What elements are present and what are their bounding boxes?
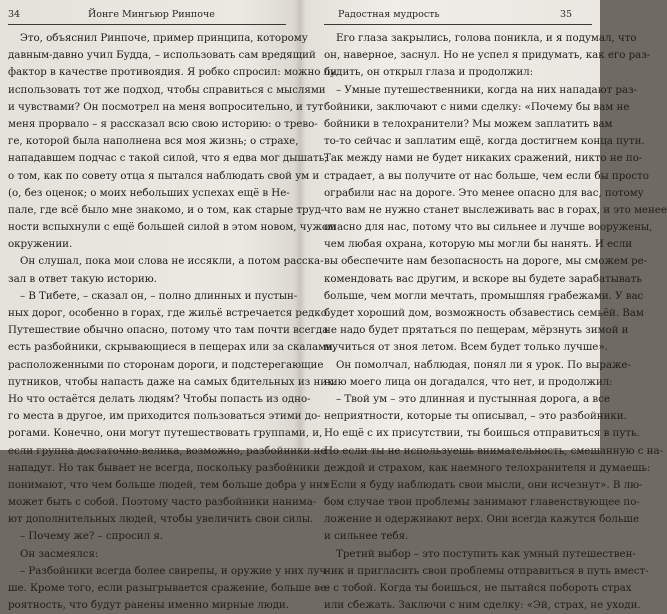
text-line: Но ещё с их присутствии, ты боишься отправиться в путь.: [324, 427, 640, 440]
text-line: страдает, а вы получите от нас больше, чем если бы просто: [324, 169, 649, 182]
text-line: «Если я буду наблюдать свои мысли, они исчезнут». В лю-: [324, 478, 643, 491]
text-line: ник и пригласить свои проблемы отправиться в путь вмест-: [324, 564, 649, 577]
text-line: мучиться от зноя летом. Всем будет только лучше».: [324, 341, 608, 354]
text-line: ложение и одерживают верх. Они всегда кажутся больше: [324, 513, 639, 526]
text-line: ности вспыхнули с ещё большей силой в этом новом, чужом: [8, 221, 337, 234]
header-rule-right: [324, 24, 592, 25]
text-line: – Почему же? – спросил я.: [20, 530, 164, 543]
text-line: комендовать вас другим, и вскоре вы будете зарабатывать: [324, 272, 642, 285]
text-line: не надо будет прятаться по пещерам, мёрзнуть зимой и: [324, 324, 629, 337]
text-line: Он слушал, пока мои слова не иссякли, а потом расска-: [20, 255, 324, 268]
text-line: фактор в качестве противоядия. Я робко спросил: можно ли: [8, 66, 337, 79]
text-line: вы обеспечите нам безопасность на дороге, мы сможем ре-: [324, 255, 648, 268]
page-number-right: 35: [560, 9, 573, 20]
text-line: бом случае твои проблемы занимают главенствующее по-: [324, 496, 640, 509]
running-title-right: Радостная мудрость: [338, 9, 440, 20]
text-line: больше, чем могли мечтать, промышляя грабежами. У вас: [324, 289, 644, 302]
text-line: нападавшем подчас с такой силой, что я едва мог дышать;: [8, 152, 328, 165]
text-line: может быть с собой. Поэтому часто разбойники нанима-: [8, 496, 317, 509]
text-line: ограбили нас на дороге. Это менее опасно для вас, потому: [324, 186, 644, 199]
text-line: (о, без оценок; о моих небольших успехах ещё в Не-: [8, 186, 290, 199]
text-line: и чувствами? Он посмотрел на меня вопросительно, и тут: [8, 100, 324, 113]
text-line: Но если ты не используешь внимательность, смешанную с на-: [324, 444, 664, 457]
right-page: [302, 0, 667, 612]
text-line: пале, где всё было мне знакомо, и о том, как старые труд-: [8, 203, 325, 216]
text-line: путников, чтобы напасть даже на самых бдительных из них.: [8, 375, 337, 388]
text-line: неприятности, которые ты описывал, – это разбойники.: [324, 410, 627, 423]
text-line: рогами. Конечно, они могут путешествовать группами, и,: [8, 427, 323, 440]
text-line: использовать тот же подход, чтобы справиться с мыслями: [8, 83, 326, 96]
text-line: то-то сейчас и заплатим ещё, когда достигнем конца пути.: [324, 135, 645, 148]
text-line: го места в другое, им приходится пользоваться этими до-: [8, 410, 321, 423]
text-line: ге, которой была наполнена вся моя жизнь; о страхе,: [8, 135, 299, 148]
text-line: чем любая охрана, которую мы могли бы нанять. И если: [324, 238, 633, 251]
text-line: если группа достаточно велика, возможно, разбойники не: [8, 444, 327, 457]
text-line: меня прорвало – я рассказал всю свою историю: о трево-: [8, 117, 318, 130]
text-line: расположенными по сторонам дороги, и подстерегающие: [8, 358, 324, 371]
text-line: Он засмеялся:: [20, 547, 99, 560]
text-line: давным-давно учил Будда, – использовать сам вредящий: [8, 49, 316, 62]
right-page-text: [324, 30, 667, 614]
text-line: Так между нами не будет никаких сражений, никто не по-: [324, 152, 643, 165]
text-line: нию моего лица он догадался, что нет, и продолжил:: [324, 375, 613, 388]
text-line: и сильнее тебя.: [324, 530, 409, 543]
left-page-text: [8, 30, 337, 614]
text-line: зал в ответ такую историю.: [8, 272, 157, 285]
text-line: – В Тибете, – сказал он, – полно длинных и пустын-: [20, 289, 298, 302]
text-line: Он помолчал, наблюдая, понял ли я урок. По выраже-: [336, 358, 631, 371]
text-line: окружении.: [8, 238, 73, 251]
text-line: е с тобой. Когда ты боишься, не пытайся побороть страх: [324, 582, 632, 594]
text-line: ных дорог, особенно в горах, где жильё встречается редко.: [8, 307, 331, 319]
text-line: – Твой ум – это длинная и пустынная дорога, а все: [336, 392, 610, 405]
text-line: бойники в телохранители? Мы можем заплатить вам: [324, 117, 613, 130]
text-line: ют дополнительных людей, чтобы увеличить свои силы.: [8, 513, 314, 526]
text-line: ше. Кроме того, если разыгрывается сражение, больше ве-: [8, 582, 330, 594]
text-line: роятность, что будут ранены именно мирные люди.: [8, 599, 289, 612]
text-line: будить, он открыл глаза и продолжил:: [324, 66, 534, 79]
text-line: понимают, что чем больше людей, тем больше добра у них: [8, 478, 329, 491]
text-line: Но что остаётся делать людям? Чтобы попасть из одно-: [8, 392, 311, 405]
text-line: есть разбойники, скрывающиеся в пещерах или за скалами,: [8, 341, 337, 354]
text-line: бойники, заключают с ними сделку: «Почему бы вам не: [324, 100, 630, 113]
text-line: Третий выбор – это поступить как умный путешествен-: [336, 547, 636, 560]
running-title-left: Йонге Мингьюр Ринпоче: [88, 9, 215, 20]
text-line: – Умные путешественники, когда на них нападают раз-: [336, 83, 638, 96]
text-line: или сбежать. Заключи с ним сделку: «Эй, страх, не уходи.: [324, 599, 641, 612]
text-line: Это, объяснил Ринпоче, пример принципа, которому: [20, 32, 308, 44]
text-line: опасно для нас, потому что вы сильнее и лучше вооружены,: [324, 221, 653, 234]
header-rule-left: [8, 24, 286, 25]
text-line: Его глаза закрылись, голова поникла, и я подумал, что: [336, 32, 637, 44]
text-line: о том, как по совету отца я пытался наблюдать свой ум и: [8, 169, 320, 182]
text-line: что вам не нужно станет выслеживать вас в горах, и это менее: [324, 203, 667, 216]
text-line: будет хороший дом, возможность обзавестись семьёй. Вам: [324, 307, 644, 319]
text-line: нападут. Но так бывает не всегда, поскольку разбойники: [8, 461, 320, 474]
text-line: Путешествие обычно опасно, потому что там почти всегда: [8, 324, 329, 337]
text-line: он, наверное, заснул. Но не успел я придумать, как его раз-: [324, 49, 651, 62]
text-line: деждой и страхом, как наемного телохранителя и думаешь:: [324, 461, 651, 474]
text-line: – Разбойники всегда более свирепы, и оружие у них луч-: [20, 564, 330, 577]
page-number-left: 34: [8, 9, 21, 20]
